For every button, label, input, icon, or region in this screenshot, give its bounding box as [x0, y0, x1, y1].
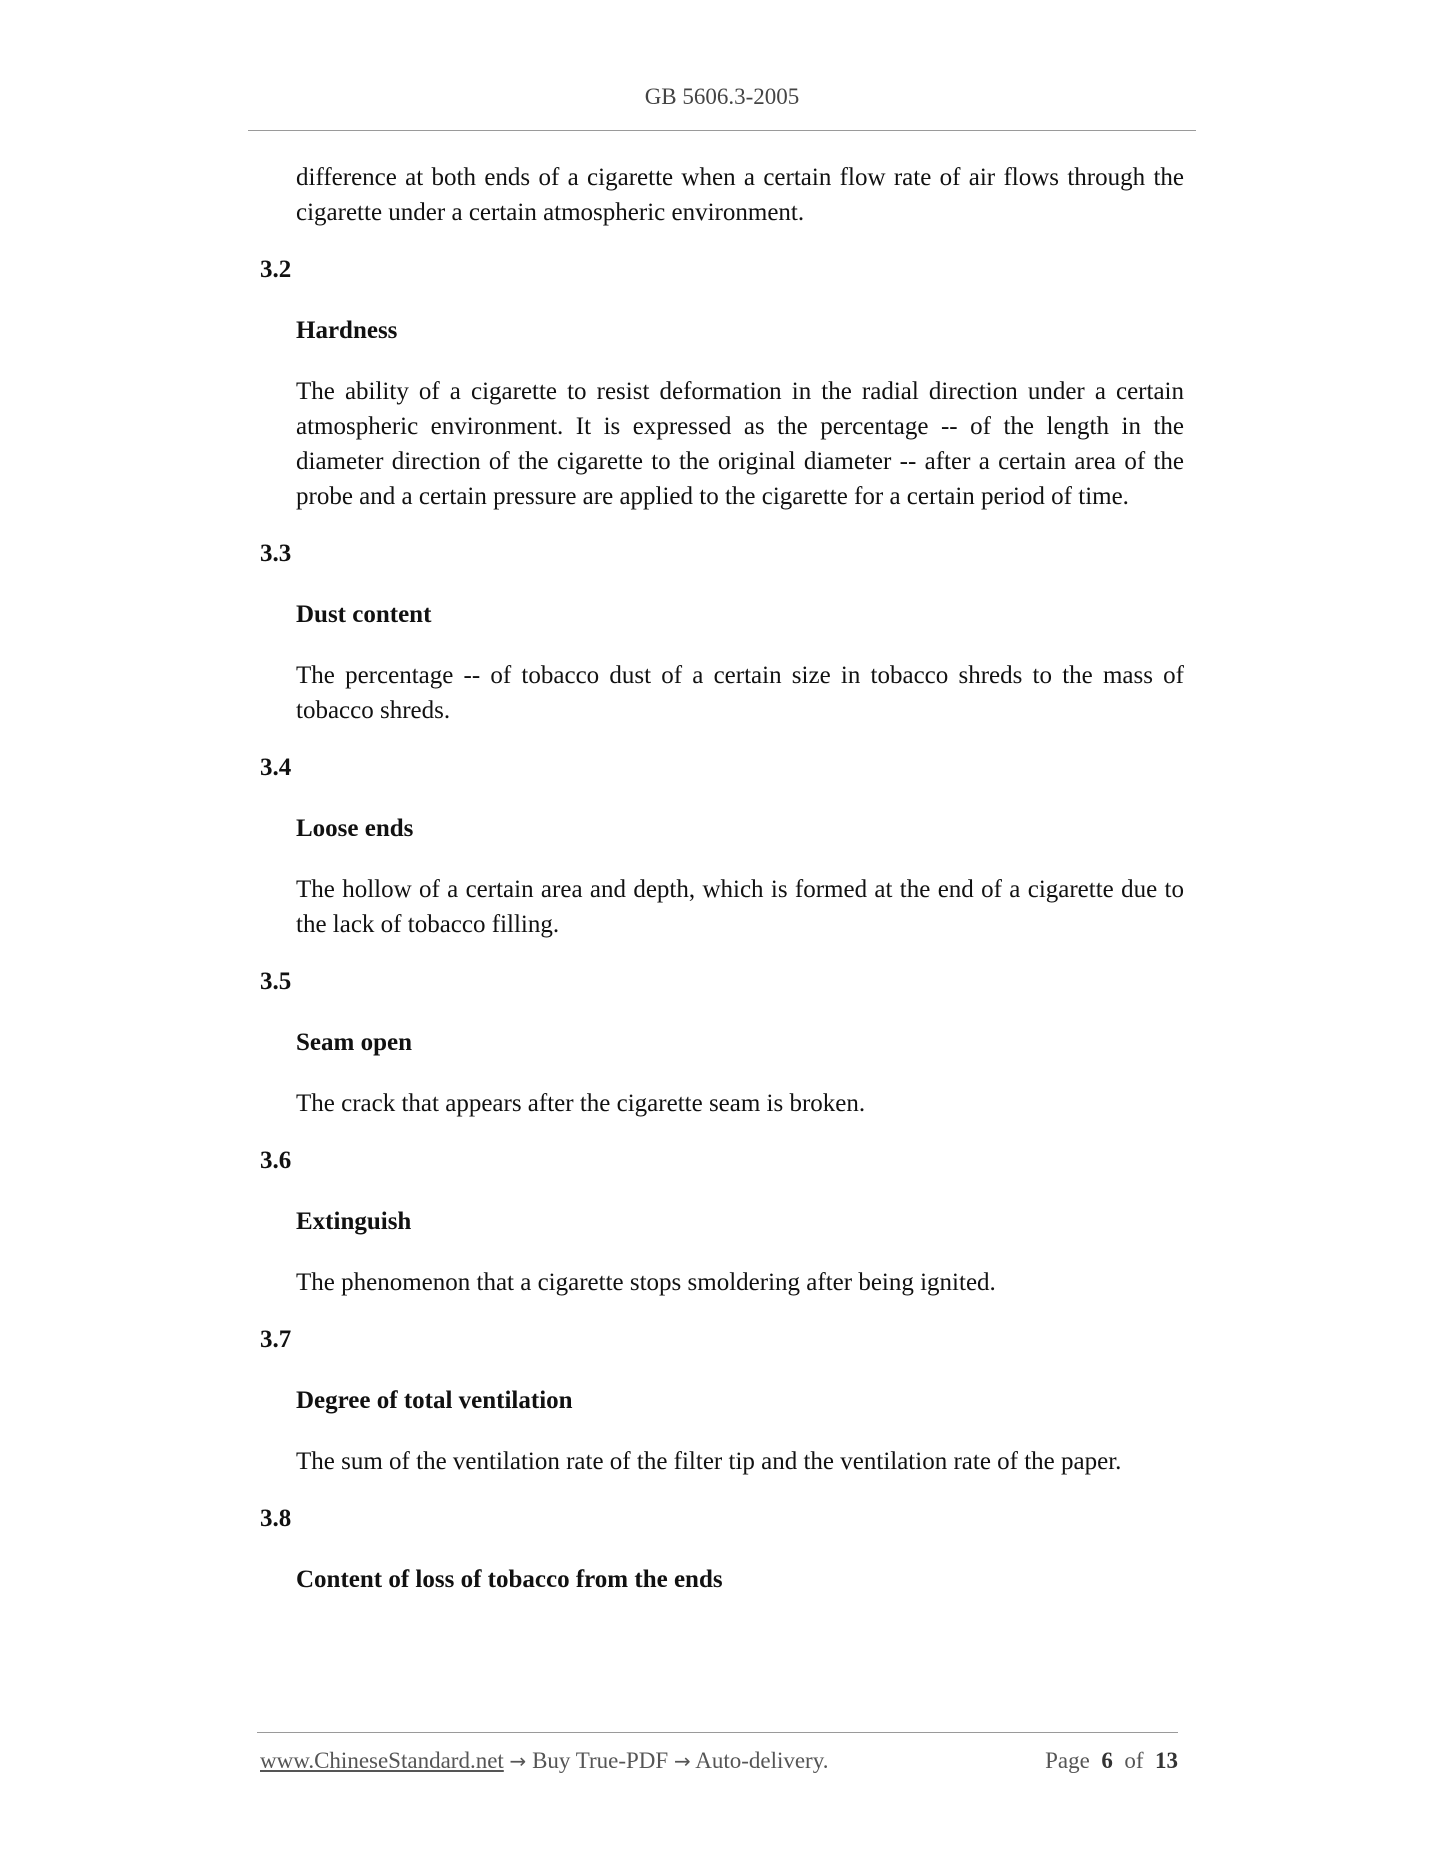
section-3-4: [260, 750, 1184, 942]
section-term: Loose ends: [296, 815, 414, 842]
section-3-7: [260, 1322, 1184, 1479]
section-3-8: [260, 1501, 1184, 1597]
section-term: Seam open: [296, 1029, 412, 1056]
section-definition: The crack that appears after the cigarette seam is broken.: [296, 1090, 866, 1117]
section-term: Content of loss of tobacco from the ends: [296, 1566, 723, 1593]
footer-left: [260, 1748, 828, 1774]
footer-divider: [257, 1732, 1178, 1733]
page-of: of: [1124, 1748, 1144, 1773]
intro-paragraph: difference at both ends of a cigarette when a certain flow rate of air flows through the cigarette under a certain atmospheric environment.: [296, 164, 1184, 226]
section-number: 3.4: [260, 754, 292, 781]
section-term: Degree of total ventilation: [296, 1387, 573, 1414]
section-term: Extinguish: [296, 1208, 412, 1235]
section-definition: The percentage -- of tobacco dust of a certain size in tobacco shreds to the mass of tobacco shreds.: [296, 662, 1184, 724]
page-total: 13: [1155, 1748, 1178, 1773]
page-label: Page: [1045, 1748, 1090, 1773]
section-3-5: [260, 964, 1184, 1121]
document-header: GB 5606.3-2005: [644, 84, 800, 109]
section-number: 3.6: [260, 1147, 292, 1174]
section-3-2: [260, 252, 1184, 514]
website-link[interactable]: www.ChineseStandard.net: [260, 1748, 504, 1773]
page-content: [260, 160, 1184, 1597]
section-3-3: [260, 536, 1184, 728]
section-number: 3.7: [260, 1326, 292, 1353]
section-number: 3.2: [260, 256, 292, 283]
arrow-right-icon: →: [509, 1749, 527, 1773]
page-current: 6: [1101, 1748, 1113, 1773]
section-definition: The phenomenon that a cigarette stops smoldering after being ignited.: [296, 1269, 996, 1296]
section-term: Hardness: [296, 317, 398, 344]
page-indicator: [1045, 1748, 1178, 1774]
section-definition: The hollow of a certain area and depth, which is formed at the end of a cigarette due to the lack of tobacco filling.: [296, 876, 1184, 938]
section-definition: The sum of the ventilation rate of the filter tip and the ventilation rate of the paper.: [296, 1448, 1122, 1475]
section-term: Dust content: [296, 601, 432, 628]
arrow-right-icon: →: [673, 1749, 691, 1773]
header-divider: [248, 130, 1196, 131]
section-number: 3.5: [260, 968, 292, 995]
section-definition: The ability of a cigarette to resist deformation in the radial direction under a certain atmospheric environment. It is expressed as the percentage -- of the length in the diameter direction of the cigarette to the original diameter -- after a certain area of the probe and a certain pressure are applied to the cigarette for a certain period of time.: [296, 378, 1184, 510]
section-3-6: [260, 1143, 1184, 1300]
page-footer: [260, 1748, 1178, 1774]
section-number: 3.3: [260, 540, 292, 567]
auto-delivery-text: Auto-delivery.: [695, 1748, 829, 1773]
buy-true-pdf-text: Buy True-PDF: [532, 1748, 669, 1773]
section-number: 3.8: [260, 1505, 292, 1532]
